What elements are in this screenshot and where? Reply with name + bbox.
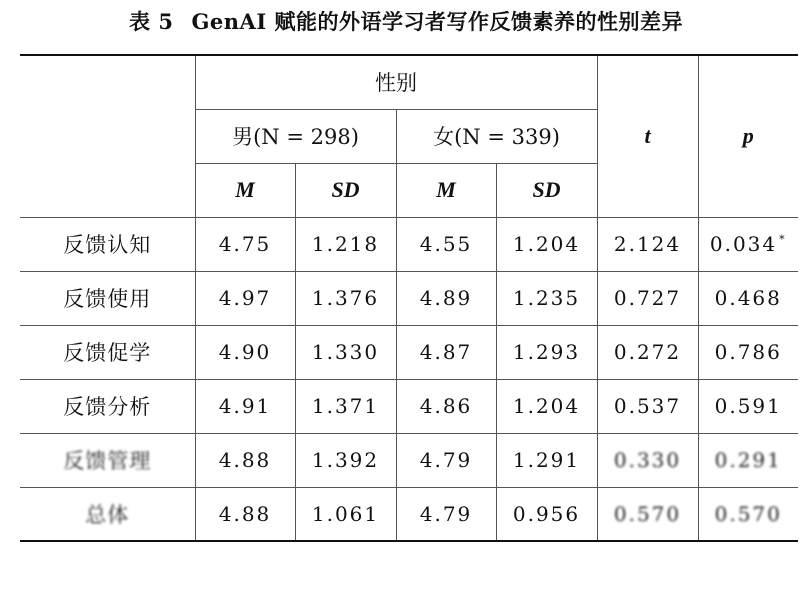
table-row	[20, 379, 798, 433]
t-value: 2.124	[597, 217, 698, 271]
gender-difference-table	[20, 54, 798, 542]
male-mean: 4.88	[195, 433, 295, 487]
male-mean: 4.91	[195, 379, 295, 433]
male-sd: 1.371	[295, 379, 396, 433]
row-label: 反馈管理	[20, 433, 195, 487]
header-male-sd: SD	[295, 163, 396, 217]
row-label: 反馈使用	[20, 271, 195, 325]
significance-mark: *	[779, 233, 787, 247]
male-mean: 4.88	[195, 487, 295, 541]
t-value: 0.330	[597, 433, 698, 487]
male-sd: 1.376	[295, 271, 396, 325]
male-sd: 1.061	[295, 487, 396, 541]
table-row	[20, 217, 798, 271]
table-row	[20, 325, 798, 379]
male-mean: 4.75	[195, 217, 295, 271]
female-sd: 1.204	[496, 217, 597, 271]
header-female-mean: M	[396, 163, 496, 217]
header-female: 女(N = 339)	[396, 109, 597, 163]
row-label: 总体	[20, 487, 195, 541]
t-value: 0.272	[597, 325, 698, 379]
female-mean: 4.55	[396, 217, 496, 271]
p-value: 0.291	[698, 433, 798, 487]
female-sd: 1.293	[496, 325, 597, 379]
table-row	[20, 433, 798, 487]
p-value: 0.034	[709, 232, 778, 256]
header-female-sd: SD	[496, 163, 597, 217]
header-row-gender	[20, 55, 798, 109]
female-mean: 4.89	[396, 271, 496, 325]
table-title: GenAI 赋能的外语学习者写作反馈素养的性别差异	[191, 9, 683, 34]
table-row	[20, 271, 798, 325]
header-gender: 性别	[195, 55, 597, 109]
male-mean: 4.97	[195, 271, 295, 325]
header-male-mean: M	[195, 163, 295, 217]
row-label: 反馈分析	[20, 379, 195, 433]
p-value: 0.591	[698, 379, 798, 433]
p-value: 0.468	[698, 271, 798, 325]
header-p: p	[698, 55, 798, 217]
female-sd: 0.956	[496, 487, 597, 541]
female-sd: 1.235	[496, 271, 597, 325]
table-row	[20, 487, 798, 541]
row-label: 反馈认知	[20, 217, 195, 271]
male-sd: 1.392	[295, 433, 396, 487]
female-mean: 4.86	[396, 379, 496, 433]
female-mean: 4.87	[396, 325, 496, 379]
table-caption	[0, 6, 812, 36]
t-value: 0.570	[597, 487, 698, 541]
female-sd: 1.291	[496, 433, 597, 487]
p-value: 0.786	[698, 325, 798, 379]
table-number: 表 5	[129, 9, 174, 34]
t-value: 0.537	[597, 379, 698, 433]
p-value-cell	[698, 217, 798, 271]
male-mean: 4.90	[195, 325, 295, 379]
t-value: 0.727	[597, 271, 698, 325]
row-label: 反馈促学	[20, 325, 195, 379]
p-value: 0.570	[698, 487, 798, 541]
male-sd: 1.218	[295, 217, 396, 271]
header-t: t	[597, 55, 698, 217]
header-male: 男(N = 298)	[195, 109, 396, 163]
header-blank-cell	[20, 55, 195, 217]
female-sd: 1.204	[496, 379, 597, 433]
female-mean: 4.79	[396, 487, 496, 541]
male-sd: 1.330	[295, 325, 396, 379]
female-mean: 4.79	[396, 433, 496, 487]
